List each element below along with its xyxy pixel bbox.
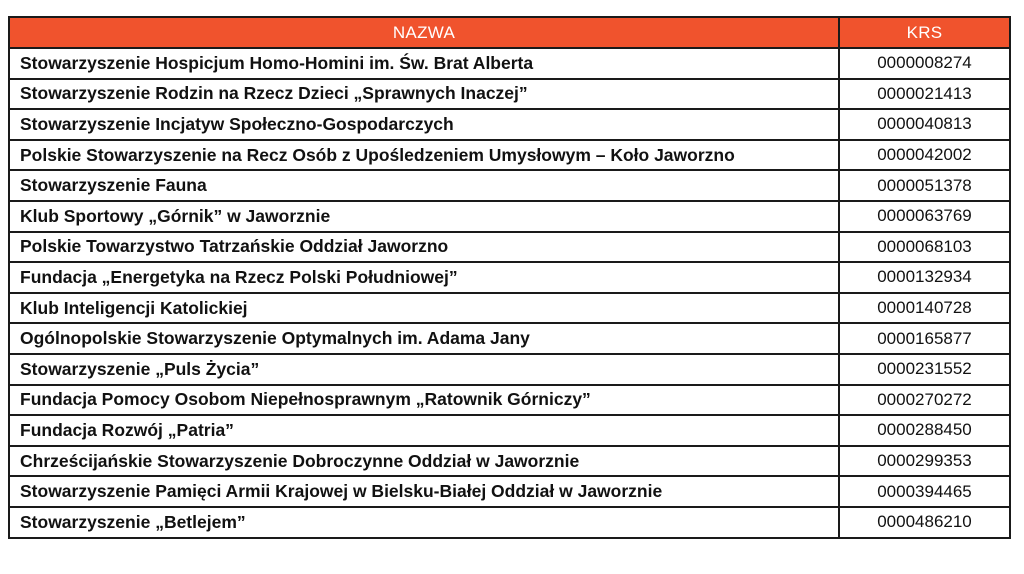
organization-name-cell: Fundacja Pomocy Osobom Niepełnosprawnym „Ratownik Górniczy” bbox=[9, 385, 839, 416]
table-row bbox=[9, 170, 1010, 201]
table-row bbox=[9, 201, 1010, 232]
organization-name-cell: Polskie Stowarzyszenie na Recz Osób z Upośledzeniem Umysłowym – Koło Jaworzno bbox=[9, 140, 839, 171]
organization-name-cell: Stowarzyszenie Fauna bbox=[9, 170, 839, 201]
table-row bbox=[9, 48, 1010, 79]
krs-number-cell: 0000299353 bbox=[839, 446, 1010, 477]
krs-number-cell: 0000008274 bbox=[839, 48, 1010, 79]
organization-name-cell: Stowarzyszenie „Puls Życia” bbox=[9, 354, 839, 385]
table-row bbox=[9, 232, 1010, 263]
organizations-table-container bbox=[8, 16, 1009, 539]
table-body bbox=[9, 48, 1010, 538]
organization-name-cell: Chrześcijańskie Stowarzyszenie Dobroczynne Oddział w Jaworznie bbox=[9, 446, 839, 477]
organizations-table bbox=[8, 16, 1011, 539]
table-row bbox=[9, 293, 1010, 324]
organization-name-cell: Fundacja Rozwój „Patria” bbox=[9, 415, 839, 446]
organization-name-cell: Stowarzyszenie Rodzin na Rzecz Dzieci „Sprawnych Inaczej” bbox=[9, 79, 839, 110]
krs-number-cell: 0000063769 bbox=[839, 201, 1010, 232]
organization-name-cell: Stowarzyszenie Pamięci Armii Krajowej w Bielsku-Białej Oddział w Jaworznie bbox=[9, 476, 839, 507]
table-row bbox=[9, 354, 1010, 385]
table-row bbox=[9, 140, 1010, 171]
krs-number-cell: 0000486210 bbox=[839, 507, 1010, 538]
table-row bbox=[9, 507, 1010, 538]
table-row bbox=[9, 476, 1010, 507]
table-row bbox=[9, 385, 1010, 416]
krs-number-cell: 0000132934 bbox=[839, 262, 1010, 293]
table-row bbox=[9, 323, 1010, 354]
table-row bbox=[9, 109, 1010, 140]
krs-number-cell: 0000040813 bbox=[839, 109, 1010, 140]
organization-name-cell: Ogólnopolskie Stowarzyszenie Optymalnych im. Adama Jany bbox=[9, 323, 839, 354]
table-row bbox=[9, 415, 1010, 446]
krs-number-cell: 0000042002 bbox=[839, 140, 1010, 171]
krs-number-cell: 0000288450 bbox=[839, 415, 1010, 446]
organization-name-cell: Stowarzyszenie Incjatyw Społeczno-Gospodarczych bbox=[9, 109, 839, 140]
table-row bbox=[9, 446, 1010, 477]
table-row bbox=[9, 79, 1010, 110]
krs-number-cell: 0000394465 bbox=[839, 476, 1010, 507]
header-row bbox=[9, 17, 1010, 48]
krs-number-cell: 0000270272 bbox=[839, 385, 1010, 416]
organization-name-cell: Stowarzyszenie Hospicjum Homo-Homini im. Św. Brat Alberta bbox=[9, 48, 839, 79]
krs-number-cell: 0000051378 bbox=[839, 170, 1010, 201]
krs-number-cell: 0000165877 bbox=[839, 323, 1010, 354]
krs-number-cell: 0000231552 bbox=[839, 354, 1010, 385]
organization-name-cell: Klub Sportowy „Górnik” w Jaworznie bbox=[9, 201, 839, 232]
krs-number-cell: 0000068103 bbox=[839, 232, 1010, 263]
organization-name-cell: Polskie Towarzystwo Tatrzańskie Oddział Jaworzno bbox=[9, 232, 839, 263]
organization-name-cell: Klub Inteligencji Katolickiej bbox=[9, 293, 839, 324]
column-header-name: NAZWA bbox=[9, 17, 839, 48]
column-header-krs: KRS bbox=[839, 17, 1010, 48]
organization-name-cell: Fundacja „Energetyka na Rzecz Polski Południowej” bbox=[9, 262, 839, 293]
table-row bbox=[9, 262, 1010, 293]
krs-number-cell: 0000140728 bbox=[839, 293, 1010, 324]
organization-name-cell: Stowarzyszenie „Betlejem” bbox=[9, 507, 839, 538]
krs-number-cell: 0000021413 bbox=[839, 79, 1010, 110]
